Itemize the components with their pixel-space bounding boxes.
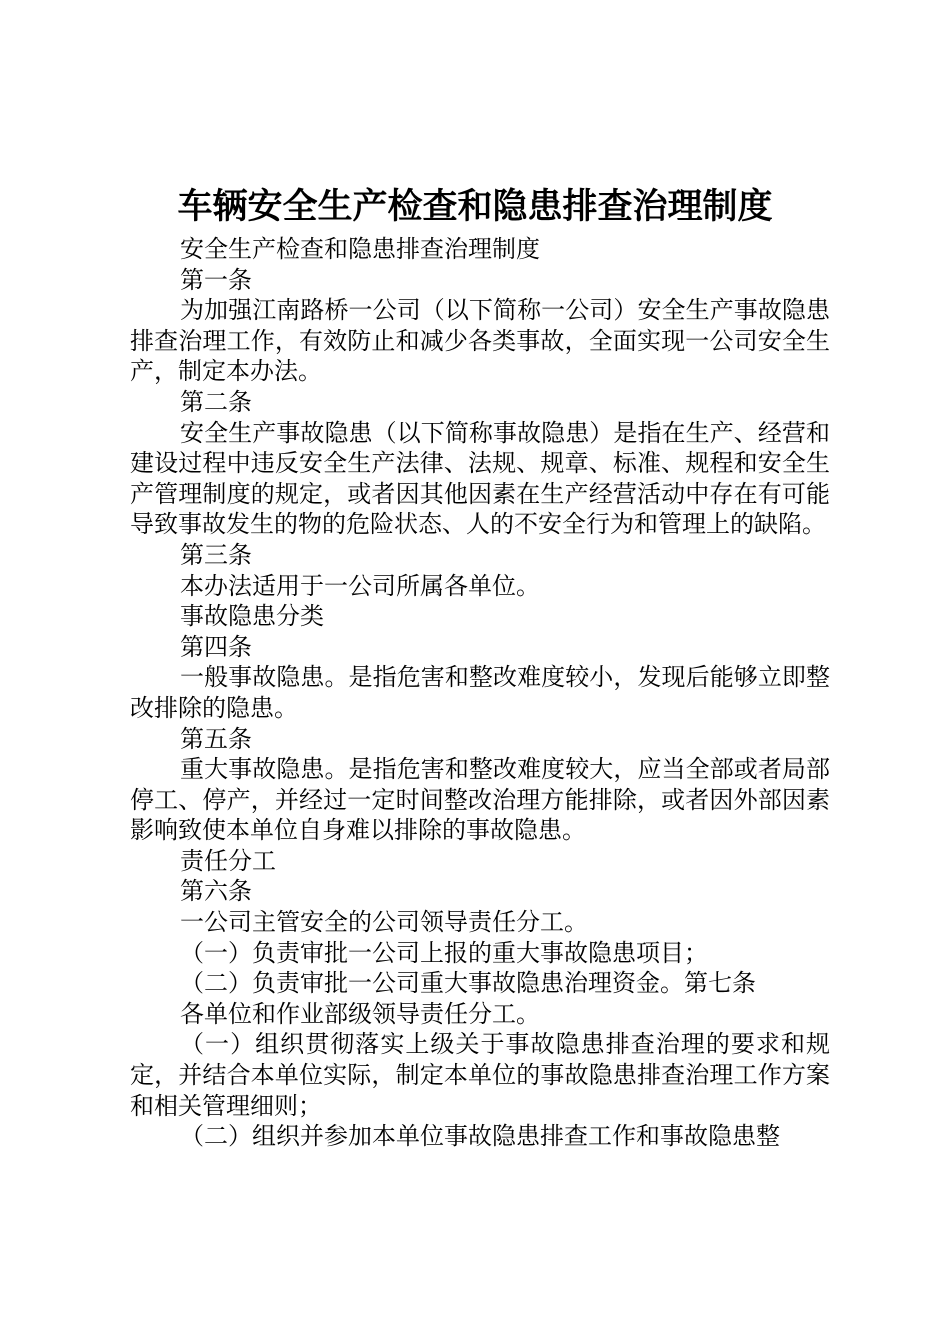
paragraph: 重大事故隐患。是指危害和整改难度较大，应当全部或者局部停工、停产，并经过一定时间整改治理方能排除，或者因外部因素影响致使本单位自身难以排除的事故隐患。 (130, 755, 830, 845)
list-item: （二）组织并参加本单位事故隐患排查工作和事故隐患整 (180, 1122, 780, 1151)
article-heading: 第五条 (180, 724, 252, 753)
list-item: （二）负责审批一公司重大事故隐患治理资金。第七条 (180, 969, 756, 998)
document-body (130, 234, 830, 1152)
section-heading: 事故隐患分类 (180, 602, 324, 631)
article-heading: 第六条 (180, 877, 252, 906)
paragraph: 一公司主管安全的公司领导责任分工。 (180, 908, 588, 937)
list-item: （一）组织贯彻落实上级关于事故隐患排查治理的要求和规定，并结合本单位实际，制定本单位的事故隐患排查治理工作方案和相关管理细则； (130, 1030, 830, 1120)
paragraph: 安全生产检查和隐患排查治理制度 (180, 235, 540, 263)
article-heading: 第四条 (180, 632, 252, 661)
document-title: 车辆安全生产检查和隐患排查治理制度 (177, 187, 773, 227)
paragraph: 安全生产事故隐患（以下简称事故隐患）是指在生产、经营和建设过程中违反安全生产法律、法规、规章、标准、规程和安全生产管理制度的规定，或者因其他因素在生产经营活动中存在有可能导致事故发生的物的危险状态、人的不安全行为和管理上的缺陷。 (130, 418, 830, 539)
section-heading: 责任分工 (180, 846, 276, 875)
paragraph: 为加强江南路桥一公司（以下简称一公司）安全生产事故隐患排查治理工作，有效防止和减少各类事故，全面实现一公司安全生产，制定本办法。 (130, 296, 830, 386)
list-item: （一）负责审批一公司上报的重大事故隐患项目； (180, 938, 708, 967)
article-heading: 第二条 (180, 387, 252, 416)
paragraph: 本办法适用于一公司所属各单位。 (180, 571, 540, 600)
article-heading: 第三条 (180, 540, 252, 569)
paragraph: 一般事故隐患。是指危害和整改难度较小，发现后能够立即整改排除的隐患。 (130, 663, 830, 722)
article-heading: 第一条 (180, 265, 252, 294)
paragraph: 各单位和作业部级领导责任分工。 (180, 999, 540, 1028)
